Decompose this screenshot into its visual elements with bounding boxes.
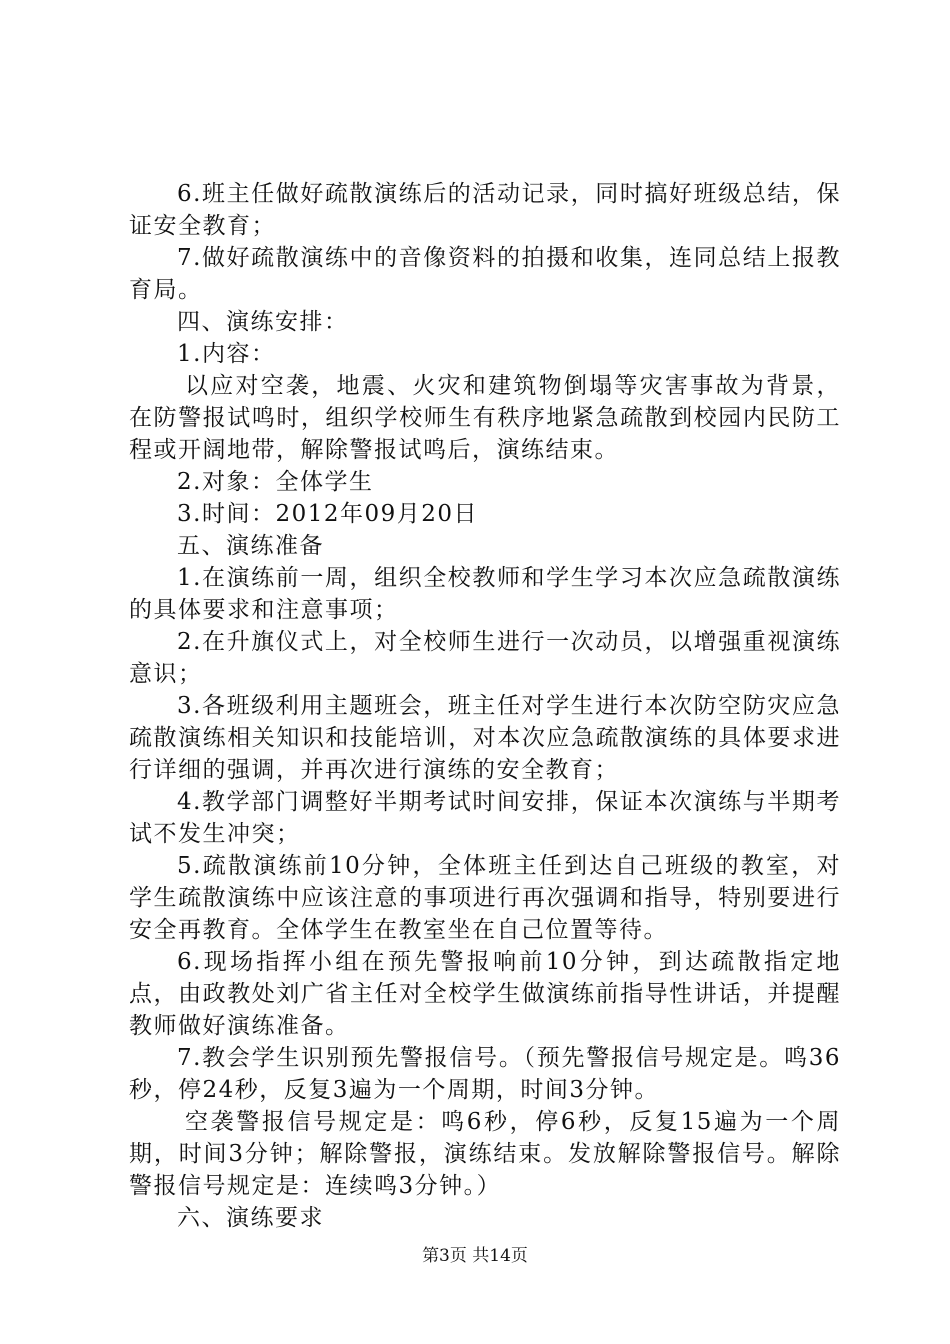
paragraph-prep-5: 5.疏散演练前10分钟，全体班主任到达自己班级的教室，对学生疏散演练中应该注意的事项进行再次强调和指导，特别要进行安全再教育。全体学生在教室坐在自己位置等待。 (129, 853, 841, 943)
paragraph-prep-6: 6.现场指挥小组在预先警报响前10分钟，到达疏散指定地点，由政教处刘广省主任对全校学生做演练前指导性讲话，并提醒教师做好演练准备。 (129, 949, 841, 1039)
paragraph-prep-4: 4.教学部门调整好半期考试时间安排，保证本次演练与半期考试不发生冲突； (129, 789, 841, 847)
document-body (129, 178, 841, 1234)
page-footer (0, 1245, 950, 1267)
paragraph-air-raid-signal: 空袭警报信号规定是：鸣6秒，停6秒，反复15遍为一个周期，时间3分钟；解除警报，演练结束。发放解除警报信号。解除警报信号规定是：连续鸣3分钟。） (129, 1109, 841, 1199)
paragraph-prep-3: 3.各班级利用主题班会，班主任对学生进行本次防空防灾应急疏散演练相关知识和技能培训，对本次应急疏散演练的具体要求进行详细的强调，并再次进行演练的安全教育； (129, 693, 841, 783)
page-number-label: 第3页 共14页 (422, 1246, 528, 1266)
paragraph-content-body: 以应对空袭，地震、火灾和建筑物倒塌等灾害事故为背景，在防警报试鸣时，组织学校师生有秩序地紧急疏散到校园内民防工程或开阔地带，解除警报试鸣后，演练结束。 (129, 373, 841, 463)
paragraph-time: 3.时间：2012年09月20日 (177, 501, 479, 527)
paragraph-prep-7: 7.教会学生识别预先警报信号。（预先警报信号规定是。鸣36秒，停24秒，反复3遍为一个周期，时间3分钟。 (129, 1045, 841, 1103)
section-heading-requirements: 六、演练要求 (177, 1205, 324, 1231)
section-heading-arrangement: 四、演练安排： (177, 309, 349, 335)
section-heading-preparation: 五、演练准备 (177, 533, 324, 559)
paragraph-record-summary: 6.班主任做好疏散演练后的活动记录，同时搞好班级总结，保证安全教育； (129, 181, 841, 239)
paragraph-media-collection: 7.做好疏散演练中的音像资料的拍摄和收集，连同总结上报教育局。 (129, 245, 841, 303)
paragraph-prep-2: 2.在升旗仪式上，对全校师生进行一次动员，以增强重视演练意识； (129, 629, 841, 687)
paragraph-prep-1: 1.在演练前一周，组织全校教师和学生学习本次应急疏散演练的具体要求和注意事项； (129, 565, 841, 623)
paragraph-target: 2.对象：全体学生 (177, 469, 374, 495)
paragraph-content-label: 1.内容： (177, 341, 276, 367)
